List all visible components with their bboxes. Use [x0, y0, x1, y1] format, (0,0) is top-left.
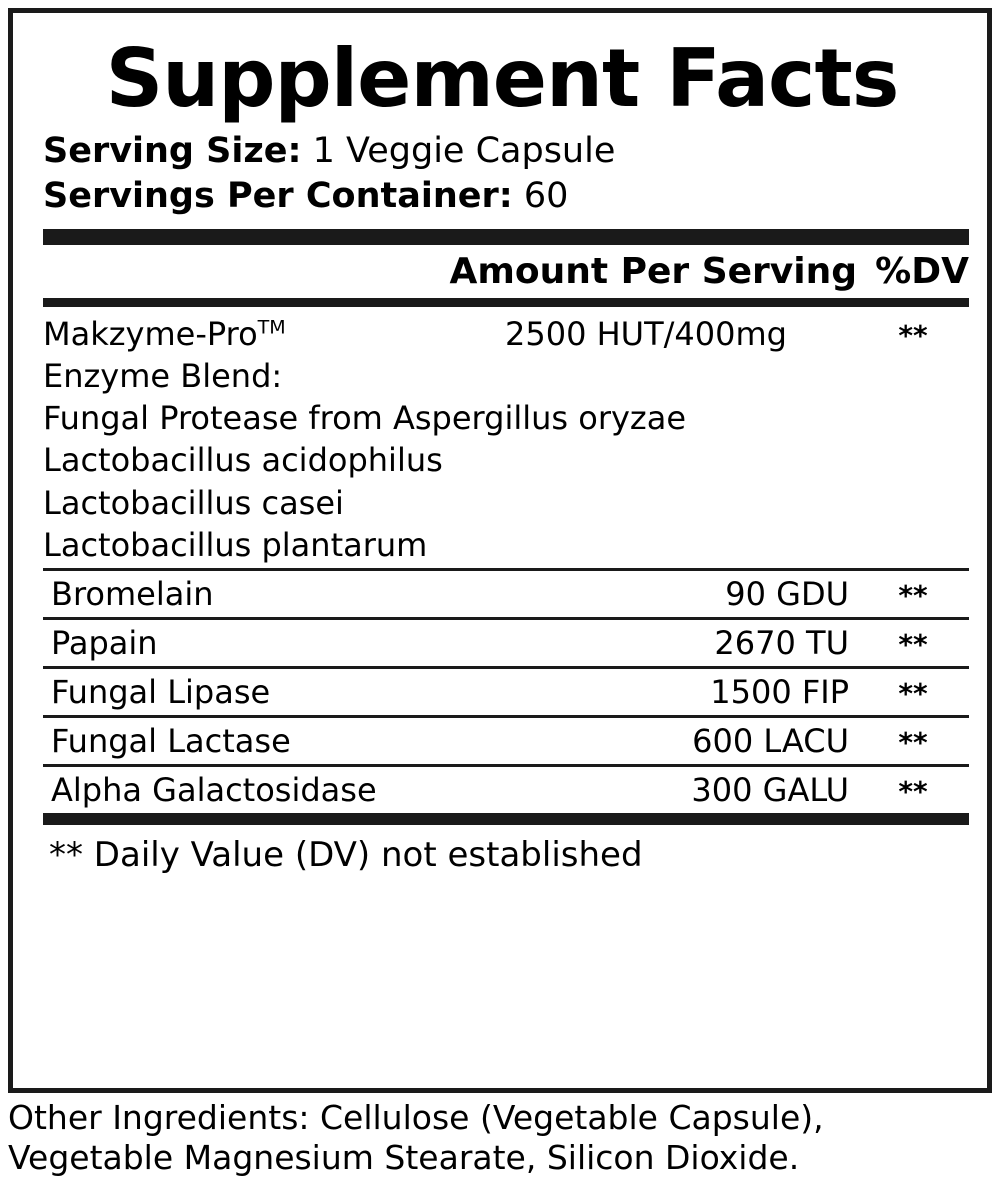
amount-per-serving-header: Amount Per Serving — [449, 250, 857, 292]
blend-name — [43, 313, 473, 355]
table-row — [43, 668, 969, 717]
nutrient-name: Alpha Galactosidase — [43, 766, 587, 815]
servings-per-container-value: 60 — [523, 175, 569, 216]
nutrient-amount: 600 LACU — [587, 717, 857, 766]
column-headers — [43, 245, 969, 298]
blend-ingredient: Lactobacillus acidophilus — [43, 441, 443, 480]
divider-medium — [43, 298, 969, 307]
table-row — [43, 717, 969, 766]
nutrient-name: Papain — [43, 619, 587, 668]
trademark-symbol: TM — [257, 315, 286, 338]
blend-subtitle: Enzyme Blend: — [43, 356, 283, 395]
divider-thick-top — [43, 229, 969, 245]
other-ingredients-line-1: Other Ingredients: Cellulose (Vegetable Capsule), — [8, 1098, 824, 1137]
other-ingredients — [8, 1098, 992, 1179]
blend-header-row — [43, 313, 969, 355]
nutrient-dv: ** — [857, 668, 969, 717]
serving-size-label: Serving Size: — [43, 131, 302, 171]
blend-ingredient: Lactobacillus plantarum — [43, 525, 428, 564]
servings-per-container-label: Servings Per Container: — [43, 175, 513, 216]
facts-panel-inner — [43, 19, 969, 875]
nutrient-dv: ** — [857, 766, 969, 815]
serving-size-line — [43, 129, 969, 174]
table-row — [43, 766, 969, 815]
percent-dv-header: %DV — [875, 250, 969, 292]
nutrient-amount: 90 GDU — [587, 570, 857, 619]
blend-name-text: Makzyme-Pro — [43, 314, 258, 353]
nutrient-table — [43, 568, 969, 816]
facts-panel — [8, 8, 992, 1093]
nutrient-name: Fungal Lipase — [43, 668, 587, 717]
blend-ingredient: Lactobacillus casei — [43, 483, 344, 522]
table-row — [43, 570, 969, 619]
nutrient-dv: ** — [857, 570, 969, 619]
serving-size-value: 1 Veggie Capsule — [312, 131, 616, 171]
footnote: ** Daily Value (DV) not established — [49, 835, 643, 875]
nutrient-amount: 2670 TU — [587, 619, 857, 668]
servings-per-container-line — [43, 174, 969, 219]
page-title: Supplement Facts — [105, 32, 899, 125]
blend-dv: ** — [898, 318, 928, 352]
nutrient-amount: 1500 FIP — [587, 668, 857, 717]
table-row — [43, 619, 969, 668]
nutrient-dv: ** — [857, 619, 969, 668]
nutrient-name: Bromelain — [43, 570, 587, 619]
other-ingredients-line-2: Vegetable Magnesium Stearate, Silicon Dioxide. — [8, 1138, 800, 1178]
blend-ingredient: Fungal Protease from Aspergillus oryzae — [43, 399, 687, 438]
blend-amount: 2500 HUT/400mg — [505, 314, 787, 353]
proprietary-blend-section — [43, 307, 969, 568]
nutrient-amount: 300 GALU — [587, 766, 857, 815]
nutrient-dv: ** — [857, 717, 969, 766]
divider-medium-bottom — [43, 816, 969, 825]
nutrient-name: Fungal Lactase — [43, 717, 587, 766]
